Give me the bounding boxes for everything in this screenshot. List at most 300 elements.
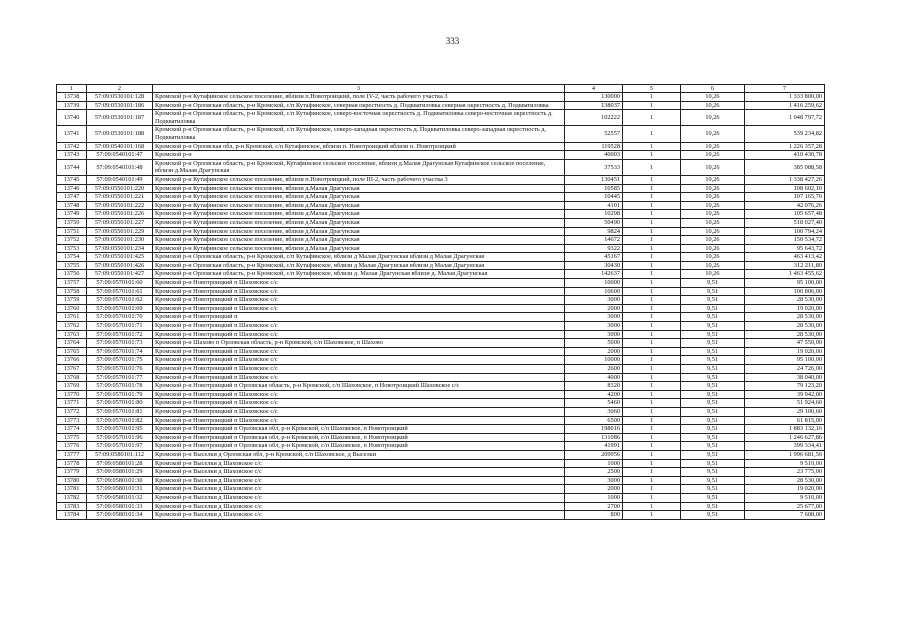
page-number: 333: [445, 36, 460, 46]
location-cell: Кромской р-н Новотроицкий п Шаховское с/с: [153, 322, 565, 331]
cadastral-number-cell: 57:09:0550101:229: [87, 227, 153, 236]
area-cell: 10000: [565, 356, 623, 365]
cadastral-number-cell: 57:09:0570101:97: [87, 442, 153, 451]
location-cell: Кромской р-н Орловская область, р-н Кромской, с/п Кутафинское, вблизи д Малая Драгунская вблизи д Малая Драгунская: [153, 261, 565, 270]
table-row: [57, 502, 825, 511]
location-cell: Кромской р-н Новотроицкий п Шаховское с/с: [153, 296, 565, 305]
row-number-cell: 13760: [57, 304, 87, 313]
location-cell: Кромской р-н Кутафинское сельское поселение, вблизи д.Малая Драгунская: [153, 236, 565, 245]
location-cell: Кромской р-н Новотроицкий п Орловская область, р-н Кромской, с/п Шаховское, п Новотроицкий Шаховское с/с: [153, 382, 565, 391]
value-cell: 9 510,00: [745, 459, 825, 468]
value-cell: 47 550,00: [745, 339, 825, 348]
table-row: [57, 365, 825, 374]
area-cell: 130000: [565, 93, 623, 102]
quantity-cell: 1: [623, 330, 681, 339]
table-row: [57, 425, 825, 434]
location-cell: Кромской р-н Новотроицкий п Шаховское с/с: [153, 279, 565, 288]
quantity-cell: 1: [623, 159, 681, 175]
value-cell: 399 334,41: [745, 442, 825, 451]
table-row: [57, 304, 825, 313]
rate-cell: 9,51: [681, 485, 745, 494]
value-cell: 105 657,48: [745, 210, 825, 219]
rate-cell: 10,26: [681, 244, 745, 253]
rate-cell: 9,51: [681, 330, 745, 339]
row-number-cell: 13743: [57, 151, 87, 160]
value-cell: 95 100,00: [745, 279, 825, 288]
rate-cell: 9,51: [681, 287, 745, 296]
area-cell: 30430: [565, 261, 623, 270]
quantity-cell: 1: [623, 373, 681, 382]
rate-cell: 9,51: [681, 407, 745, 416]
value-cell: 28 530,00: [745, 476, 825, 485]
table-row: [57, 313, 825, 322]
row-number-cell: 13749: [57, 210, 87, 219]
table-row: [57, 159, 825, 175]
table-row: [57, 236, 825, 245]
cadastral-number-cell: 57:09:0570101:78: [87, 382, 153, 391]
quantity-cell: 1: [623, 390, 681, 399]
quantity-cell: 1: [623, 227, 681, 236]
cadastral-number-cell: 57:09:0570101:74: [87, 347, 153, 356]
location-cell: Кромской р-н Новотроицкий п Шаховское с/с: [153, 356, 565, 365]
row-number-cell: 13746: [57, 184, 87, 193]
area-cell: 4200: [565, 390, 623, 399]
rate-cell: 9,51: [681, 347, 745, 356]
value-cell: 79 123,20: [745, 382, 825, 391]
value-cell: 24 726,00: [745, 365, 825, 374]
quantity-cell: 1: [623, 502, 681, 511]
quantity-cell: 1: [623, 416, 681, 425]
value-cell: 1 996 681,56: [745, 450, 825, 459]
cadastral-number-cell: 57:09:0570101:69: [87, 304, 153, 313]
quantity-cell: 1: [623, 511, 681, 520]
rate-cell: 9,51: [681, 416, 745, 425]
rate-cell: 9,51: [681, 356, 745, 365]
value-cell: 1 246 627,86: [745, 433, 825, 442]
rate-cell: 10,26: [681, 201, 745, 210]
value-cell: 1 338 427,26: [745, 175, 825, 184]
rate-cell: 10,26: [681, 101, 745, 110]
area-cell: 138037: [565, 101, 623, 110]
area-cell: 4000: [565, 373, 623, 382]
area-cell: 209956: [565, 450, 623, 459]
table-row: [57, 270, 825, 279]
area-cell: 45167: [565, 253, 623, 262]
value-cell: 38 040,00: [745, 373, 825, 382]
table-row: [57, 356, 825, 365]
table-row: [57, 227, 825, 236]
area-cell: 800: [565, 511, 623, 520]
cadastral-number-cell: 57:09:0550101:426: [87, 261, 153, 270]
column-header: 2: [87, 85, 153, 93]
quantity-cell: 1: [623, 476, 681, 485]
rate-cell: 9,51: [681, 296, 745, 305]
row-number-cell: 13745: [57, 175, 87, 184]
value-cell: 51 924,60: [745, 399, 825, 408]
quantity-cell: 1: [623, 287, 681, 296]
value-cell: 518 027,40: [745, 218, 825, 227]
row-number-cell: 13762: [57, 322, 87, 331]
cadastral-number-cell: 57:09:0570101:80: [87, 399, 153, 408]
area-cell: 5000: [565, 339, 623, 348]
table-row: [57, 416, 825, 425]
table-row: [57, 193, 825, 202]
cadastral-number-cell: 57:09:0580101:112: [87, 450, 153, 459]
row-number-cell: 13758: [57, 287, 87, 296]
quantity-cell: 1: [623, 270, 681, 279]
row-number-cell: 13773: [57, 416, 87, 425]
rate-cell: 10,26: [681, 261, 745, 270]
quantity-cell: 1: [623, 313, 681, 322]
cadastral-number-cell: 57:09:0550101:222: [87, 201, 153, 210]
area-cell: 2000: [565, 304, 623, 313]
column-header: 5: [623, 85, 681, 93]
rate-cell: 9,51: [681, 339, 745, 348]
location-cell: Кромской р-н Шахово п Орловская область, р-н Кромской, с/п Шаховское, п Шахово: [153, 339, 565, 348]
location-cell: Кромской р-н Кутафинское сельское поселение, вблизи п.Новотроицкий, поле III-2, часть рабочего участка 3: [153, 175, 565, 184]
rate-cell: 9,51: [681, 450, 745, 459]
quantity-cell: 1: [623, 433, 681, 442]
area-cell: 119528: [565, 142, 623, 151]
location-cell: Кромской р-н Выселки д Шаховское с/с: [153, 511, 565, 520]
rate-cell: 10,26: [681, 253, 745, 262]
quantity-cell: 1: [623, 218, 681, 227]
column-header: 7: [745, 85, 825, 93]
value-cell: 1 333 800,00: [745, 93, 825, 102]
rate-cell: 10,26: [681, 236, 745, 245]
table-row: [57, 287, 825, 296]
area-cell: 10445: [565, 193, 623, 202]
rate-cell: 10,26: [681, 175, 745, 184]
rate-cell: 9,51: [681, 313, 745, 322]
table-row: [57, 390, 825, 399]
location-cell: Кромской р-н Орловская обл, р-н Кромской, с/п Кутафинское, вблизи п. Новотроицкий вблизи п. Новотроицкий: [153, 142, 565, 151]
location-cell: Кромской р-н Кутафинское сельское поселение, вблизи д.Малая Драгунская: [153, 201, 565, 210]
rate-cell: 9,51: [681, 279, 745, 288]
table-row: [57, 101, 825, 110]
table-row: [57, 184, 825, 193]
location-cell: Кромской р-н Кутафинское сельское поселение, вблизи д.Малая Драгунская: [153, 184, 565, 193]
row-number-cell: 13759: [57, 296, 87, 305]
cadastral-number-cell: 57:09:0540101:48: [87, 159, 153, 175]
area-cell: 2600: [565, 365, 623, 374]
location-cell: Кромской р-н Новотроицкий п Шаховское с/с: [153, 304, 565, 313]
value-cell: 1 883 132,16: [745, 425, 825, 434]
cadastral-number-cell: 57:09:0550101:220: [87, 184, 153, 193]
area-cell: 3000: [565, 330, 623, 339]
value-cell: 95 643,72: [745, 244, 825, 253]
table-row: [57, 433, 825, 442]
table-row: [57, 459, 825, 468]
value-cell: 39 942,00: [745, 390, 825, 399]
cadastral-number-cell: 57:09:0550101:425: [87, 253, 153, 262]
row-number-cell: 13742: [57, 142, 87, 151]
column-header: 1: [57, 85, 87, 93]
row-number-cell: 13761: [57, 313, 87, 322]
rate-cell: 10,26: [681, 184, 745, 193]
cadastral-number-cell: 57:09:0570101:70: [87, 313, 153, 322]
row-number-cell: 13766: [57, 356, 87, 365]
value-cell: 100 794,24: [745, 227, 825, 236]
rate-cell: 10,26: [681, 159, 745, 175]
rate-cell: 9,51: [681, 373, 745, 382]
location-cell: Кромской р-н Новотроицкий п Шаховское с/с: [153, 287, 565, 296]
cadastral-number-cell: 57:09:0570101:81: [87, 407, 153, 416]
row-number-cell: 13751: [57, 227, 87, 236]
rate-cell: 9,51: [681, 365, 745, 374]
cadastral-number-cell: 57:09:0570101:61: [87, 287, 153, 296]
area-cell: 10600: [565, 287, 623, 296]
area-cell: 130451: [565, 175, 623, 184]
rate-cell: 10,26: [681, 110, 745, 126]
area-cell: 10585: [565, 184, 623, 193]
table-row: [57, 468, 825, 477]
quantity-cell: 1: [623, 193, 681, 202]
rate-cell: 10,26: [681, 227, 745, 236]
value-cell: 28 530,00: [745, 296, 825, 305]
area-cell: 3000: [565, 322, 623, 331]
row-number-cell: 13767: [57, 365, 87, 374]
quantity-cell: 1: [623, 261, 681, 270]
column-header: 6: [681, 85, 745, 93]
table-row: [57, 339, 825, 348]
area-cell: 198016: [565, 425, 623, 434]
quantity-cell: 1: [623, 450, 681, 459]
value-cell: 25 677,00: [745, 502, 825, 511]
cadastral-number-cell: 57:09:0540101:168: [87, 142, 153, 151]
row-number-cell: 13747: [57, 193, 87, 202]
location-cell: Кромской р-н Выселки д Шаховское с/с: [153, 485, 565, 494]
quantity-cell: 1: [623, 126, 681, 142]
row-number-cell: 13738: [57, 93, 87, 102]
table-row: [57, 407, 825, 416]
location-cell: Кромской р-н Орловская область, р-н Кромской, с/п Кутафинское, северо-восточная окрестность д. Подкватиловка северо-восточная окрестность д. Подкватиловка: [153, 110, 565, 126]
area-cell: 1000: [565, 493, 623, 502]
value-cell: 28 530,00: [745, 322, 825, 331]
row-number-cell: 13770: [57, 390, 87, 399]
table-row: [57, 201, 825, 210]
table-row: [57, 253, 825, 262]
quantity-cell: 1: [623, 279, 681, 288]
location-cell: Кромской р-н Выселки д Шаховское с/с: [153, 493, 565, 502]
table-row: [57, 126, 825, 142]
quantity-cell: 1: [623, 347, 681, 356]
quantity-cell: 1: [623, 142, 681, 151]
cadastral-number-cell: 57:09:0580101:33: [87, 502, 153, 511]
table-row: [57, 218, 825, 227]
land-register-table: [56, 84, 825, 520]
area-cell: 2000: [565, 347, 623, 356]
cadastral-number-cell: 57:09:0580101:28: [87, 459, 153, 468]
row-number-cell: 13740: [57, 110, 87, 126]
area-cell: 50490: [565, 218, 623, 227]
table-row: [57, 261, 825, 270]
location-cell: Кромской р-н Орловская область, р-н Кромской, с/п Кутафинское, вблизи д Малая Драгунская вблизи д Малая Драгунская: [153, 253, 565, 262]
location-cell: Кромской р-н Новотроицкий п: [153, 313, 565, 322]
table-row: [57, 279, 825, 288]
value-cell: 61 815,00: [745, 416, 825, 425]
quantity-cell: 1: [623, 322, 681, 331]
area-cell: 2700: [565, 502, 623, 511]
area-cell: 102222: [565, 110, 623, 126]
table-row: [57, 151, 825, 160]
row-number-cell: 13783: [57, 502, 87, 511]
table-row: [57, 442, 825, 451]
location-cell: Кромской р-н Выселки д Шаховское с/с: [153, 468, 565, 477]
rate-cell: 9,51: [681, 304, 745, 313]
table-row: [57, 330, 825, 339]
cadastral-number-cell: 57:09:0580101:31: [87, 485, 153, 494]
area-cell: 142637: [565, 270, 623, 279]
location-cell: Кромской р-н Новотроицкий п Шаховское с/с: [153, 347, 565, 356]
cadastral-number-cell: 57:09:0570101:82: [87, 416, 153, 425]
table-row: [57, 373, 825, 382]
value-cell: 28 530,00: [745, 313, 825, 322]
cadastral-number-cell: 57:09:0580101:30: [87, 476, 153, 485]
value-cell: 107 165,70: [745, 193, 825, 202]
value-cell: 539 234,82: [745, 126, 825, 142]
quantity-cell: 1: [623, 485, 681, 494]
value-cell: 1 463 455,62: [745, 270, 825, 279]
quantity-cell: 1: [623, 110, 681, 126]
rate-cell: 10,26: [681, 193, 745, 202]
rate-cell: 9,51: [681, 459, 745, 468]
area-cell: 2000: [565, 485, 623, 494]
quantity-cell: 1: [623, 184, 681, 193]
rate-cell: 10,26: [681, 151, 745, 160]
quantity-cell: 1: [623, 151, 681, 160]
area-cell: 10298: [565, 210, 623, 219]
cadastral-number-cell: 57:09:0570101:77: [87, 373, 153, 382]
table-row: [57, 142, 825, 151]
quantity-cell: 1: [623, 304, 681, 313]
value-cell: 7 608,00: [745, 511, 825, 520]
row-number-cell: 13779: [57, 468, 87, 477]
area-cell: 40003: [565, 151, 623, 160]
cadastral-number-cell: 57:09:0540101:47: [87, 151, 153, 160]
value-cell: 1 048 797,72: [745, 110, 825, 126]
location-cell: Кромской р-н Орловская область, р-н Кромской, с/п Кутафинское, вблизи д. Малая Драгунская вблизи д. Малая Драгунская: [153, 270, 565, 279]
value-cell: 42 076,26: [745, 201, 825, 210]
location-cell: Кромской р-н Новотроицкий п Шаховское с/с: [153, 416, 565, 425]
table-row: [57, 476, 825, 485]
rate-cell: 10,26: [681, 218, 745, 227]
quantity-cell: 1: [623, 101, 681, 110]
rate-cell: 9,51: [681, 382, 745, 391]
value-cell: 108 602,10: [745, 184, 825, 193]
area-cell: 8320: [565, 382, 623, 391]
area-cell: 2500: [565, 468, 623, 477]
rate-cell: 9,51: [681, 502, 745, 511]
quantity-cell: 1: [623, 468, 681, 477]
quantity-cell: 1: [623, 442, 681, 451]
area-cell: 9824: [565, 227, 623, 236]
rate-cell: 9,51: [681, 322, 745, 331]
quantity-cell: 1: [623, 253, 681, 262]
row-number-cell: 13755: [57, 261, 87, 270]
quantity-cell: 1: [623, 425, 681, 434]
cadastral-number-cell: 57:09:0530101:187: [87, 110, 153, 126]
quantity-cell: 1: [623, 201, 681, 210]
table-row: [57, 485, 825, 494]
value-cell: 312 211,80: [745, 261, 825, 270]
row-number-cell: 13750: [57, 218, 87, 227]
row-number-cell: 13769: [57, 382, 87, 391]
value-cell: 150 534,72: [745, 236, 825, 245]
table-row: [57, 450, 825, 459]
quantity-cell: 1: [623, 365, 681, 374]
location-cell: Кромской р-н Кутафинское сельское поселение, вблизи п.Новотроицкий, поле IV-2, часть рабочего участка 3: [153, 93, 565, 102]
location-cell: Кромской р-н Выселки д Орловская обл, р-н Кромской, с/п Шаховское, д Выселки: [153, 450, 565, 459]
quantity-cell: 1: [623, 493, 681, 502]
column-header: 4: [565, 85, 623, 93]
quantity-cell: 1: [623, 459, 681, 468]
value-cell: 95 100,00: [745, 356, 825, 365]
area-cell: 9322: [565, 244, 623, 253]
rate-cell: 9,51: [681, 433, 745, 442]
table-row: [57, 110, 825, 126]
rate-cell: 9,51: [681, 425, 745, 434]
table-row: [57, 347, 825, 356]
area-cell: 41991: [565, 442, 623, 451]
row-number-cell: 13764: [57, 339, 87, 348]
location-cell: Кромской р-н Кутафинское сельское поселение, вблизи д.Малая Драгунская: [153, 218, 565, 227]
cadastral-number-cell: 57:09:0550101:230: [87, 236, 153, 245]
quantity-cell: 1: [623, 407, 681, 416]
cadastral-number-cell: 57:09:0580101:32: [87, 493, 153, 502]
cadastral-number-cell: 57:09:0570101:75: [87, 356, 153, 365]
value-cell: 28 530,00: [745, 330, 825, 339]
area-cell: 3060: [565, 407, 623, 416]
quantity-cell: 1: [623, 399, 681, 408]
quantity-cell: 1: [623, 244, 681, 253]
row-number-cell: 13781: [57, 485, 87, 494]
cadastral-number-cell: 57:09:0530101:128: [87, 93, 153, 102]
rate-cell: 9,51: [681, 390, 745, 399]
location-cell: Кромской р-н Кутафинское сельское поселение, вблизи д.Малая Драгунская: [153, 193, 565, 202]
row-number-cell: 13777: [57, 450, 87, 459]
area-cell: 14672: [565, 236, 623, 245]
row-number-cell: 13756: [57, 270, 87, 279]
quantity-cell: 1: [623, 175, 681, 184]
value-cell: 23 775,00: [745, 468, 825, 477]
cadastral-number-cell: 57:09:0530101:186: [87, 101, 153, 110]
value-cell: 29 100,60: [745, 407, 825, 416]
quantity-cell: 1: [623, 296, 681, 305]
value-cell: 100 806,00: [745, 287, 825, 296]
row-number-cell: 13752: [57, 236, 87, 245]
cadastral-number-cell: 57:09:0570101:62: [87, 296, 153, 305]
area-cell: 3000: [565, 313, 623, 322]
area-cell: 4101: [565, 201, 623, 210]
table-row: [57, 399, 825, 408]
row-number-cell: 13776: [57, 442, 87, 451]
row-number-cell: 13754: [57, 253, 87, 262]
cadastral-number-cell: 57:09:0550101:221: [87, 193, 153, 202]
cadastral-number-cell: 57:09:0540101:49: [87, 175, 153, 184]
table-row: [57, 511, 825, 520]
row-number-cell: 13775: [57, 433, 87, 442]
row-number-cell: 13741: [57, 126, 87, 142]
row-number-cell: 13739: [57, 101, 87, 110]
value-cell: 463 413,42: [745, 253, 825, 262]
cadastral-number-cell: 57:09:0570101:72: [87, 330, 153, 339]
area-cell: 3000: [565, 476, 623, 485]
table-row: [57, 382, 825, 391]
location-cell: Кромской р-н Новотроицкий п Шаховское с/с: [153, 365, 565, 374]
rate-cell: 10,26: [681, 142, 745, 151]
row-number-cell: 13782: [57, 493, 87, 502]
